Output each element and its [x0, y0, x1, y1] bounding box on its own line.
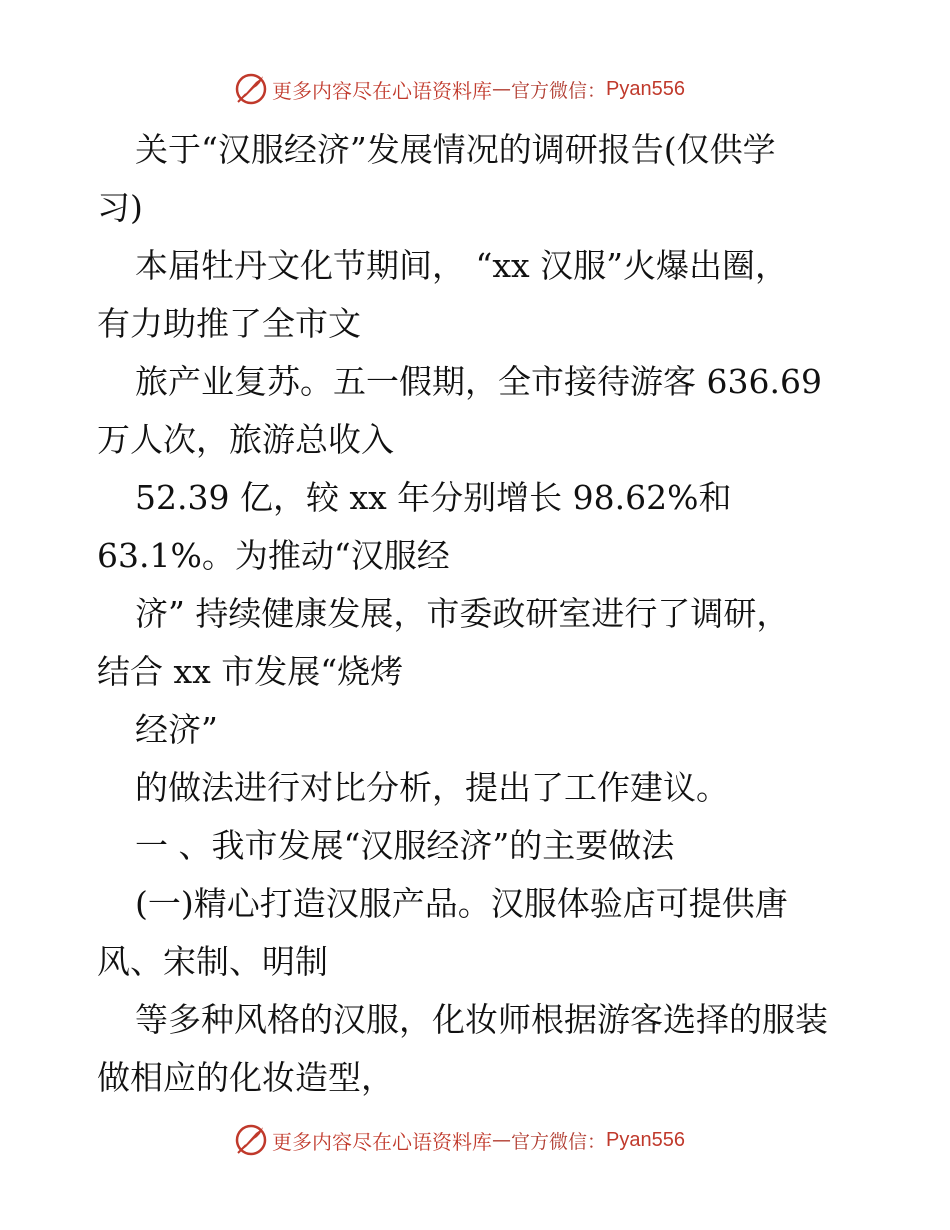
- feather-seal-logo-icon: [234, 72, 268, 106]
- text-line: 经济”: [135, 710, 218, 749]
- text-line: 63.1%。为推动“汉服经: [97, 536, 450, 575]
- feather-seal-logo-icon: [234, 1123, 268, 1157]
- text-line: 52.39 亿，较 xx 年分别增长 98.62%和: [135, 478, 732, 517]
- text-line: 有力助推了全市文: [97, 304, 361, 343]
- banner-label: 官方微信：: [511, 1130, 607, 1153]
- section-heading: 一 、我市发展“汉服经济”的主要做法: [135, 826, 675, 865]
- banner-label: 官方微信：: [511, 79, 607, 102]
- text-line: 旅产业复苏。五一假期，全市接待游客 636.69: [135, 362, 822, 401]
- text-line: 习): [97, 188, 143, 227]
- text-line: 本届牡丹文化节期间， “xx 汉服”火爆出圈，: [135, 246, 788, 285]
- subsection-heading: (一)精心打造汉服产品。汉服体验店可提供唐: [135, 884, 788, 923]
- banner-wechat-id: Pyan556: [606, 1128, 685, 1151]
- text-line: 做相应的化妆造型，: [97, 1058, 394, 1097]
- banner-dash: —: [492, 1129, 511, 1151]
- banner-wechat-id: Pyan556: [606, 77, 685, 100]
- banner-dash: —: [492, 78, 511, 100]
- text-line: 济” 持续健康发展，市委政研室进行了调研，: [135, 594, 790, 633]
- text-line: 的做法进行对比分析，提出了工作建议。: [135, 768, 729, 807]
- header-watermark-banner: [234, 72, 685, 106]
- text-line: 风、宋制、明制: [97, 942, 328, 981]
- banner-title: 更多内容尽在心语资料库: [272, 78, 492, 103]
- footer-watermark-banner: [234, 1123, 685, 1157]
- text-line: 结合 xx 市发展“烧烤: [97, 652, 404, 691]
- document-body: [97, 121, 857, 1107]
- text-line: 万人次，旅游总收入: [97, 420, 394, 459]
- banner-title: 更多内容尽在心语资料库: [272, 1129, 492, 1154]
- text-line: 关于“汉服经济”发展情况的调研报告(仅供学: [135, 130, 776, 169]
- text-line: 等多种风格的汉服，化妆师根据游客选择的服装: [135, 1000, 828, 1039]
